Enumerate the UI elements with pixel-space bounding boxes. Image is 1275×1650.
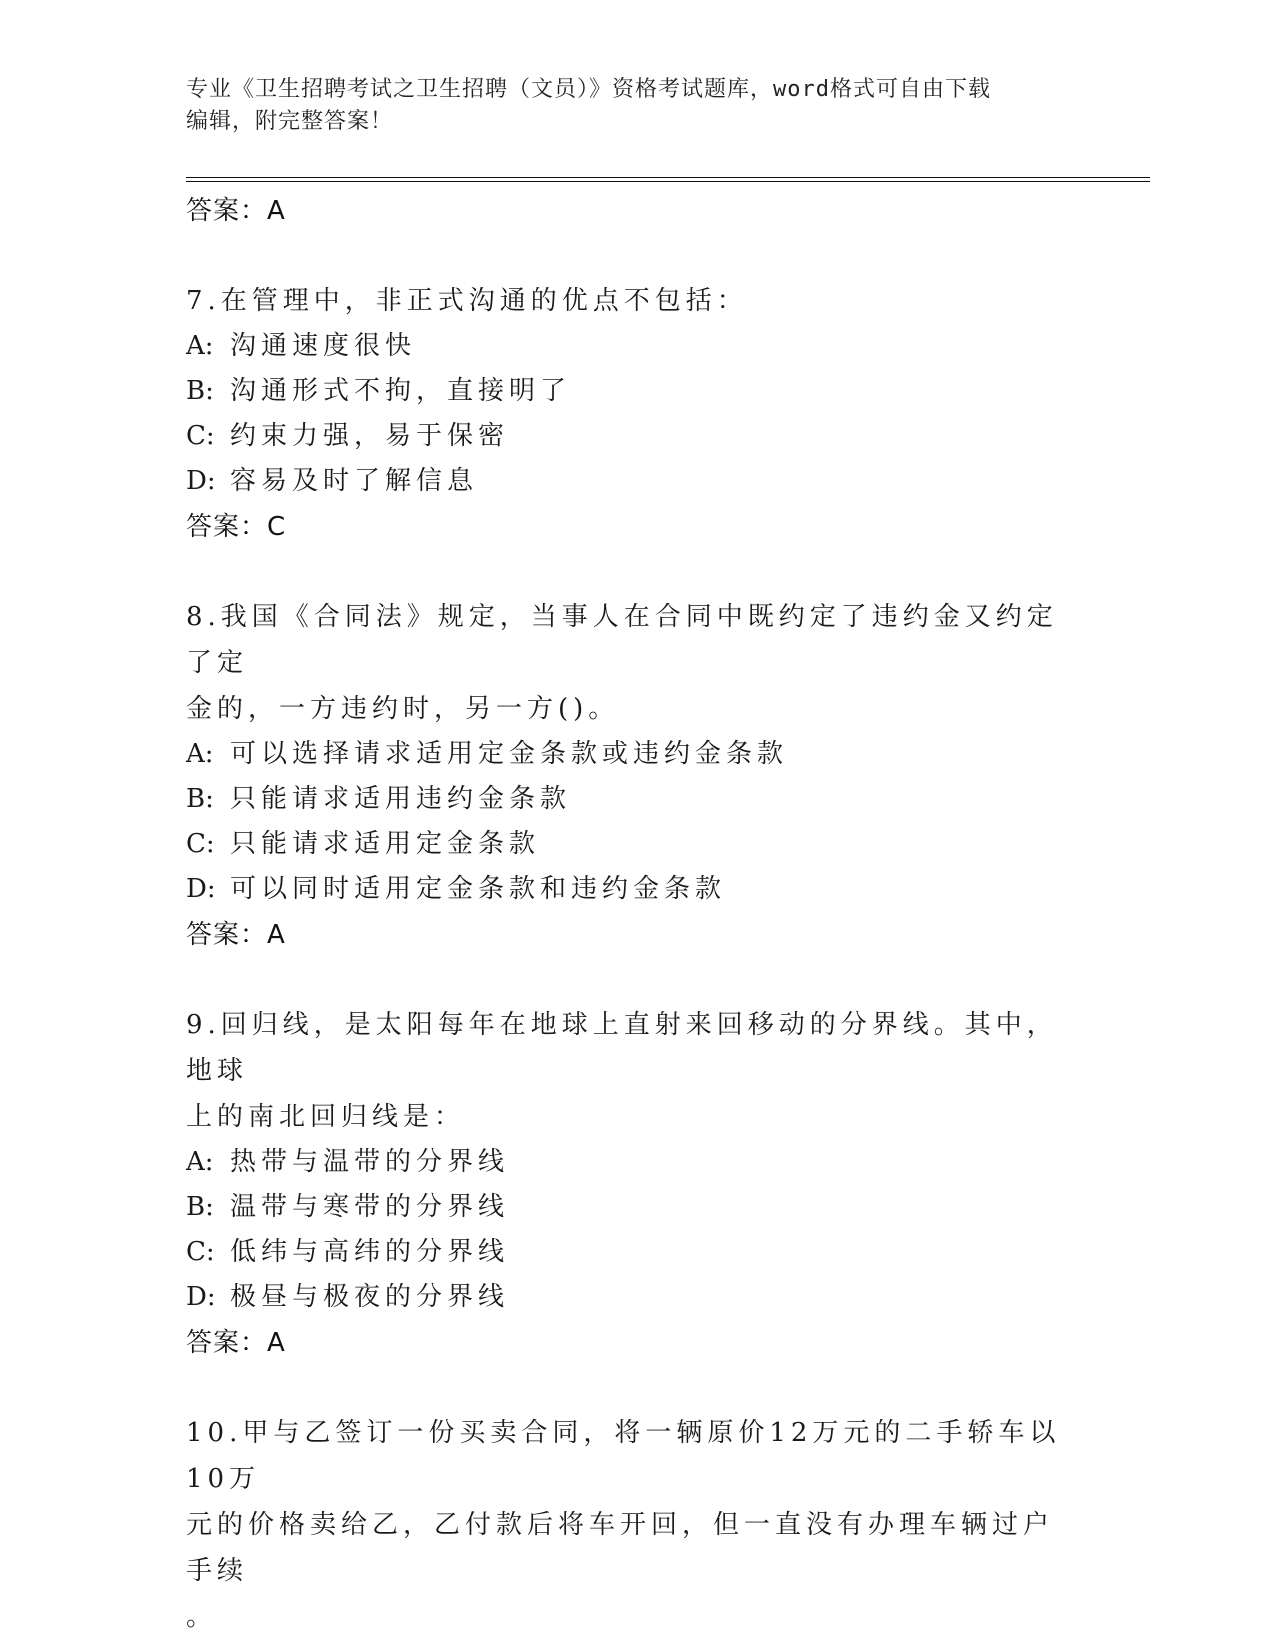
question-8 bbox=[186, 594, 1066, 958]
option-text: 可以同时适用定金条款和违约金条款 bbox=[230, 874, 727, 904]
question-9 bbox=[186, 1002, 1066, 1366]
option-letter: B: bbox=[186, 376, 214, 406]
question-text-continued: 金的，一方违约时，另一方()。 bbox=[186, 694, 620, 724]
spacer bbox=[186, 958, 1066, 1002]
option-b bbox=[186, 369, 1066, 414]
question-text-continued: 上的南北回归线是： bbox=[186, 1102, 466, 1132]
option-letter: C: bbox=[186, 421, 215, 451]
question-text: 8.我国《合同法》规定，当事人在合同中既约定了违约金又约定了定 bbox=[186, 602, 1058, 678]
spacer bbox=[186, 1366, 1066, 1410]
page-header bbox=[186, 74, 1066, 138]
spacer bbox=[186, 234, 1066, 278]
option-text: 极昼与极夜的分界线 bbox=[230, 1282, 510, 1312]
option-letter: C: bbox=[186, 1237, 215, 1267]
answer: 答案：A bbox=[186, 920, 286, 950]
option-text: 只能请求适用违约金条款 bbox=[230, 784, 572, 814]
option-letter: A: bbox=[186, 739, 214, 769]
option-letter: D: bbox=[186, 466, 216, 496]
option-text: 容易及时了解信息 bbox=[230, 466, 479, 496]
option-a bbox=[186, 324, 1066, 369]
option-b bbox=[186, 777, 1066, 822]
question-text: 7.在管理中，非正式沟通的优点不包括： bbox=[186, 286, 748, 316]
question-text-continued: 元的价格卖给乙，乙付款后将车开回，但一直没有办理车辆过户手续 bbox=[186, 1510, 1055, 1586]
option-letter: A: bbox=[186, 331, 214, 361]
answer: 答案：A bbox=[186, 1328, 286, 1358]
option-d bbox=[186, 459, 1066, 504]
question-list bbox=[186, 188, 1066, 1640]
option-letter: D: bbox=[186, 874, 216, 904]
option-c bbox=[186, 1230, 1066, 1275]
option-a bbox=[186, 732, 1066, 777]
spacer bbox=[186, 550, 1066, 594]
question-10 bbox=[186, 1410, 1066, 1640]
option-c bbox=[186, 822, 1066, 867]
option-b bbox=[186, 1185, 1066, 1230]
option-letter: C: bbox=[186, 829, 215, 859]
question-text-end: 。 bbox=[186, 1602, 218, 1632]
option-c bbox=[186, 414, 1066, 459]
option-text: 沟通形式不拘，直接明了 bbox=[230, 376, 572, 406]
option-a bbox=[186, 1140, 1066, 1185]
answer: 答案：C bbox=[186, 512, 287, 542]
question-text: 9.回归线，是太阳每年在地球上直射来回移动的分界线。其中，地球 bbox=[186, 1010, 1058, 1086]
option-letter: A: bbox=[186, 1147, 214, 1177]
option-text: 热带与温带的分界线 bbox=[230, 1147, 510, 1177]
option-d bbox=[186, 1275, 1066, 1320]
option-letter: B: bbox=[186, 1192, 214, 1222]
header-divider bbox=[186, 177, 1150, 182]
question-7 bbox=[186, 278, 1066, 550]
header-line-1: 专业《卫生招聘考试之卫生招聘（文员）》资格考试题库，word格式可自由下载 bbox=[186, 77, 991, 102]
option-text: 约束力强，易于保密 bbox=[230, 421, 510, 451]
answer-previous: 答案：A bbox=[186, 196, 286, 226]
option-letter: D: bbox=[186, 1282, 216, 1312]
option-text: 只能请求适用定金条款 bbox=[230, 829, 541, 859]
option-letter: B: bbox=[186, 784, 214, 814]
option-text: 低纬与高纬的分界线 bbox=[230, 1237, 510, 1267]
option-text: 温带与寒带的分界线 bbox=[230, 1192, 510, 1222]
header-line-2: 编辑，附完整答案！ bbox=[186, 109, 394, 134]
option-text: 沟通速度很快 bbox=[230, 331, 417, 361]
option-text: 可以选择请求适用定金条款或违约金条款 bbox=[230, 739, 789, 769]
question-text: 10.甲与乙签订一份买卖合同，将一辆原价12万元的二手轿车以10万 bbox=[186, 1418, 1061, 1494]
option-d bbox=[186, 867, 1066, 912]
